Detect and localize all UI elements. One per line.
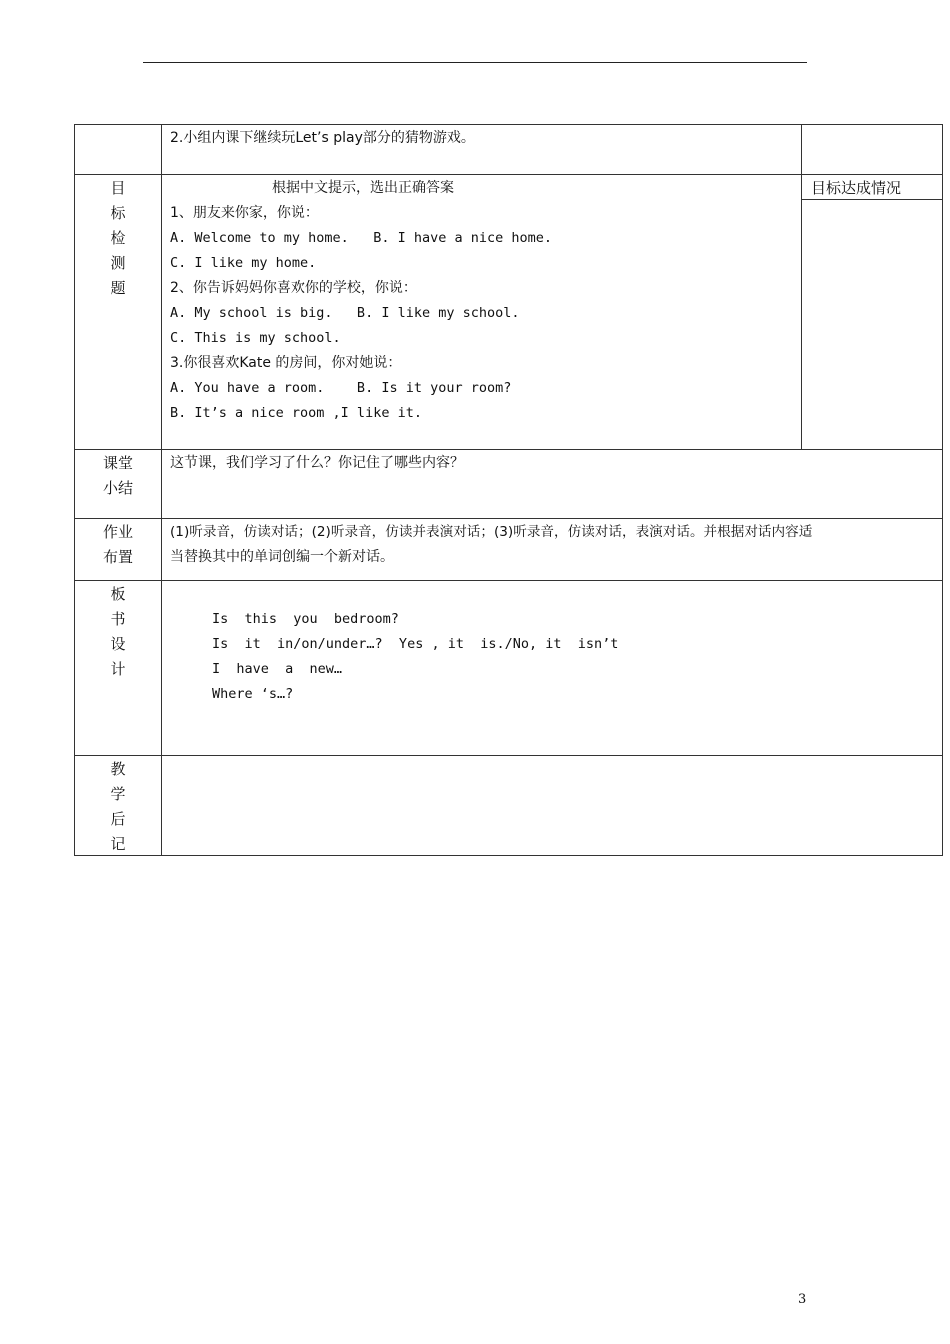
- homework-line-1: (1)听录音，仿读对话；(2)听录音，仿读并表演对话；(3)听录音，仿读对话，表演对话。并根据对话内容适: [170, 524, 813, 540]
- header-rule: [143, 62, 807, 63]
- row-label-reflection: 教 学 后 记: [110, 760, 126, 853]
- homework-line-2: 当替换其中的单词创编一个新对话。: [170, 549, 394, 565]
- quiz-option-1c: C. I like my home.: [170, 255, 317, 271]
- quiz-question-1: 1、朋友来你家，你说：: [170, 205, 319, 221]
- summary-text: 这节课，我们学习了什么？你记住了哪些内容？: [170, 455, 464, 471]
- page-number: 3: [798, 1292, 807, 1307]
- quiz-option-2c: C. This is my school.: [170, 330, 341, 346]
- row-label-homework: 作业 布置: [102, 523, 133, 566]
- board-line-3: I have a new…: [212, 661, 343, 677]
- target-achievement-header: 目标达成情况: [811, 179, 902, 197]
- row-label-summary: 课堂 小结: [102, 454, 133, 497]
- board-line-2: Is it in/on/under…? Yes , it is./No, it isn’t: [212, 636, 619, 652]
- quiz-options-1ab: A. Welcome to my home. B. I have a nice home.: [170, 230, 553, 246]
- board-line-4: Where ‘s…?: [212, 686, 294, 702]
- row-label-board-design: 板 书 设 计: [110, 585, 126, 678]
- quiz-option-3c: B. It’s a nice room ,I like it.: [170, 405, 422, 421]
- quiz-options-3ab: A. You have a room. B. Is it your room?: [170, 380, 512, 396]
- board-line-1: Is this you bedroom?: [212, 611, 399, 627]
- quiz-question-3: 3.你很喜欢Kate 的房间，你对她说：: [170, 355, 402, 371]
- quiz-heading: 根据中文提示，选出正确答案: [272, 180, 454, 196]
- game-homework-text: 2.小组内课下继续玩Let’s play部分的猜物游戏。: [170, 130, 475, 146]
- quiz-options-2ab: A. My school is big. B. I like my school.: [170, 305, 520, 321]
- row-label-target-test: 目 标 检 测 题: [110, 179, 126, 297]
- quiz-question-2: 2、你告诉妈妈你喜欢你的学校，你说：: [170, 280, 417, 296]
